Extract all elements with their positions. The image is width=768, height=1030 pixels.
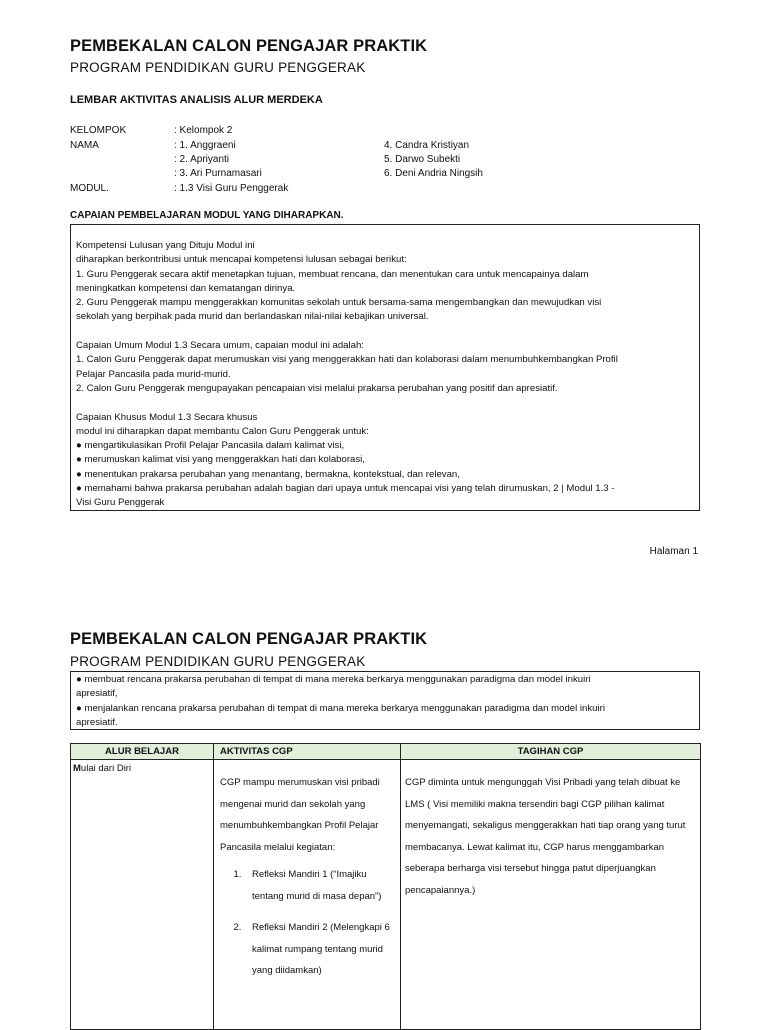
- capaian-line: diharapkan berkontribusi untuk mencapai kompetensi lulusan sebagai berikut:: [76, 254, 407, 266]
- page-number: Halaman 1: [649, 546, 698, 557]
- member-4: 4. Candra Kristiyan: [384, 140, 470, 151]
- page2-subtitle: PROGRAM PENDIDIKAN GURU PENGGERAK: [70, 654, 366, 669]
- kelompok-label: KELOMPOK: [70, 125, 127, 136]
- capaian-box: [70, 224, 700, 511]
- alur-initial: M: [73, 763, 81, 774]
- page2-title: PEMBEKALAN CALON PENGAJAR PRAKTIK: [70, 630, 428, 648]
- modul-label: MODUL.: [70, 183, 109, 194]
- page1-title: PEMBEKALAN CALON PENGAJAR PRAKTIK: [70, 37, 428, 55]
- tagihan-text: CGP diminta untuk mengunggah Visi Pribadi yang telah dibuat ke LMS ( Visi memiliki makna tersendiri bagi CGP pilihan kalimat menyemangati, sekaligus menggerakkan hati tiap orang yang turut membacanya. Lewat kalimat itu, CGP harus menggambarkan seberapa berharga visi tersebut hingga patut diperjuangkan pencapaiannya.): [405, 777, 686, 896]
- capaian-line: 1. Guru Penggerak secara aktif menetapkan tujuan, membuat rencana, dan menentukan cara untuk mencapainya dalam: [76, 268, 589, 280]
- alur-cell: [71, 760, 214, 1030]
- alur-text: ulai dari Diri: [80, 763, 132, 774]
- capaian-heading: CAPAIAN PEMBELAJARAN MODUL YANG DIHARAPKAN.: [70, 210, 344, 221]
- aktivitas-cell: [214, 760, 401, 1030]
- continuation-line: apresiatif,: [76, 688, 118, 700]
- list-item: 1. Refleksi Mandiri 1 (“Imajiku tentang murid di masa depan”): [244, 864, 400, 907]
- capaian-line: [76, 396, 699, 410]
- capaian-line: Visi Guru Penggerak: [76, 497, 165, 509]
- capaian-line: ● mengartikulasikan Profil Pelajar Pancasila dalam kalimat visi,: [76, 440, 345, 452]
- capaian-line: 2. Guru Penggerak mampu menggerakkan komunitas sekolah untuk bersama-sama mengembangkan dan mewujudkan visi: [76, 297, 602, 309]
- modul-value: : 1.3 Visi Guru Penggerak: [174, 183, 289, 194]
- capaian-line: [76, 325, 699, 339]
- member-2: : 2. Apriyanti: [174, 154, 230, 165]
- nama-label: NAMA: [70, 140, 99, 151]
- continuation-line: ● membuat rencana prakarsa perubahan di tempat di mana mereka berkarya menggunakan paradigma dan model inkuiri: [76, 674, 591, 685]
- capaian-line: 2. Calon Guru Penggerak mengupayakan pencapaian visi melalui prakarsa perubahan yang positif dan apresiatif.: [76, 382, 558, 394]
- table-header-row: [71, 744, 701, 760]
- capaian-line: Kompetensi Lulusan yang Dituju Modul ini: [76, 240, 255, 251]
- capaian-line: ● merumuskan kalimat visi yang menggerakkan hati dan kolaborasi,: [76, 454, 365, 466]
- table-row: [71, 760, 701, 1030]
- capaian-line: Capaian Umum Modul 1.3 Secara umum, capaian modul ini adalah:: [76, 340, 364, 352]
- continuation-box: [70, 671, 700, 730]
- aktivitas-intro: CGP mampu merumuskan visi pribadi mengenai murid dan sekolah yang menumbuhkembangkan Profil Pelajar Pancasila melalui kegiatan:: [220, 777, 380, 853]
- alur-table: [70, 743, 701, 1030]
- capaian-line: 1. Calon Guru Penggerak dapat merumuskan visi yang menggerakkan hati dan kolaborasi dalam menumbuhkembangkan Profil: [76, 354, 618, 366]
- member-5: 5. Darwo Subekti: [384, 154, 461, 165]
- aktivitas-steps: [214, 864, 400, 982]
- tagihan-cell: [401, 760, 701, 1030]
- sheet-title: LEMBAR AKTIVITAS ANALISIS ALUR MERDEKA: [70, 94, 323, 106]
- capaian-line: Pelajar Pancasila pada murid-murid.: [76, 368, 231, 380]
- capaian-line: modul ini diharapkan dapat membantu Calon Guru Penggerak untuk:: [76, 425, 369, 437]
- kelompok-value: : Kelompok 2: [174, 125, 233, 136]
- capaian-line: meningkatkan kompetensi dan kematangan dirinya.: [76, 282, 296, 294]
- capaian-line: ● memahami bahwa prakarsa perubahan adalah bagian dari upaya untuk mencapai visi yang telah dirumuskan, 2 | Modul 1.3 -: [76, 483, 615, 495]
- header-aktivitas-cgp: AKTIVITAS CGP: [214, 744, 401, 760]
- capaian-line: ● menentukan prakarsa perubahan yang menantang, bermakna, kontekstual, dan relevan,: [76, 468, 460, 480]
- member-1: : 1. Anggraeni: [174, 140, 236, 151]
- header-alur-belajar: ALUR BELAJAR: [71, 744, 214, 760]
- list-item: 2. Refleksi Mandiri 2 (Melengkapi 6 kalimat rumpang tentang murid yang diidamkan): [244, 917, 400, 982]
- header-tagihan-cgp: TAGIHAN CGP: [401, 744, 701, 760]
- page1-subtitle: PROGRAM PENDIDIKAN GURU PENGGERAK: [70, 60, 366, 75]
- member-6: 6. Deni Andria Ningsih: [384, 168, 483, 179]
- continuation-line: ● menjalankan rencana prakarsa perubahan di tempat di mana mereka berkarya menggunakan paradigma dan model inkuiri: [76, 702, 605, 714]
- capaian-line: Capaian Khusus Modul 1.3 Secara khusus: [76, 411, 258, 423]
- capaian-line: sekolah yang berpihak pada murid dan berlandaskan nilai-nilai kebajikan universal.: [76, 311, 429, 323]
- continuation-line: apresiatif.: [76, 716, 118, 728]
- member-3: : 3. Ari Purnamasari: [174, 168, 262, 179]
